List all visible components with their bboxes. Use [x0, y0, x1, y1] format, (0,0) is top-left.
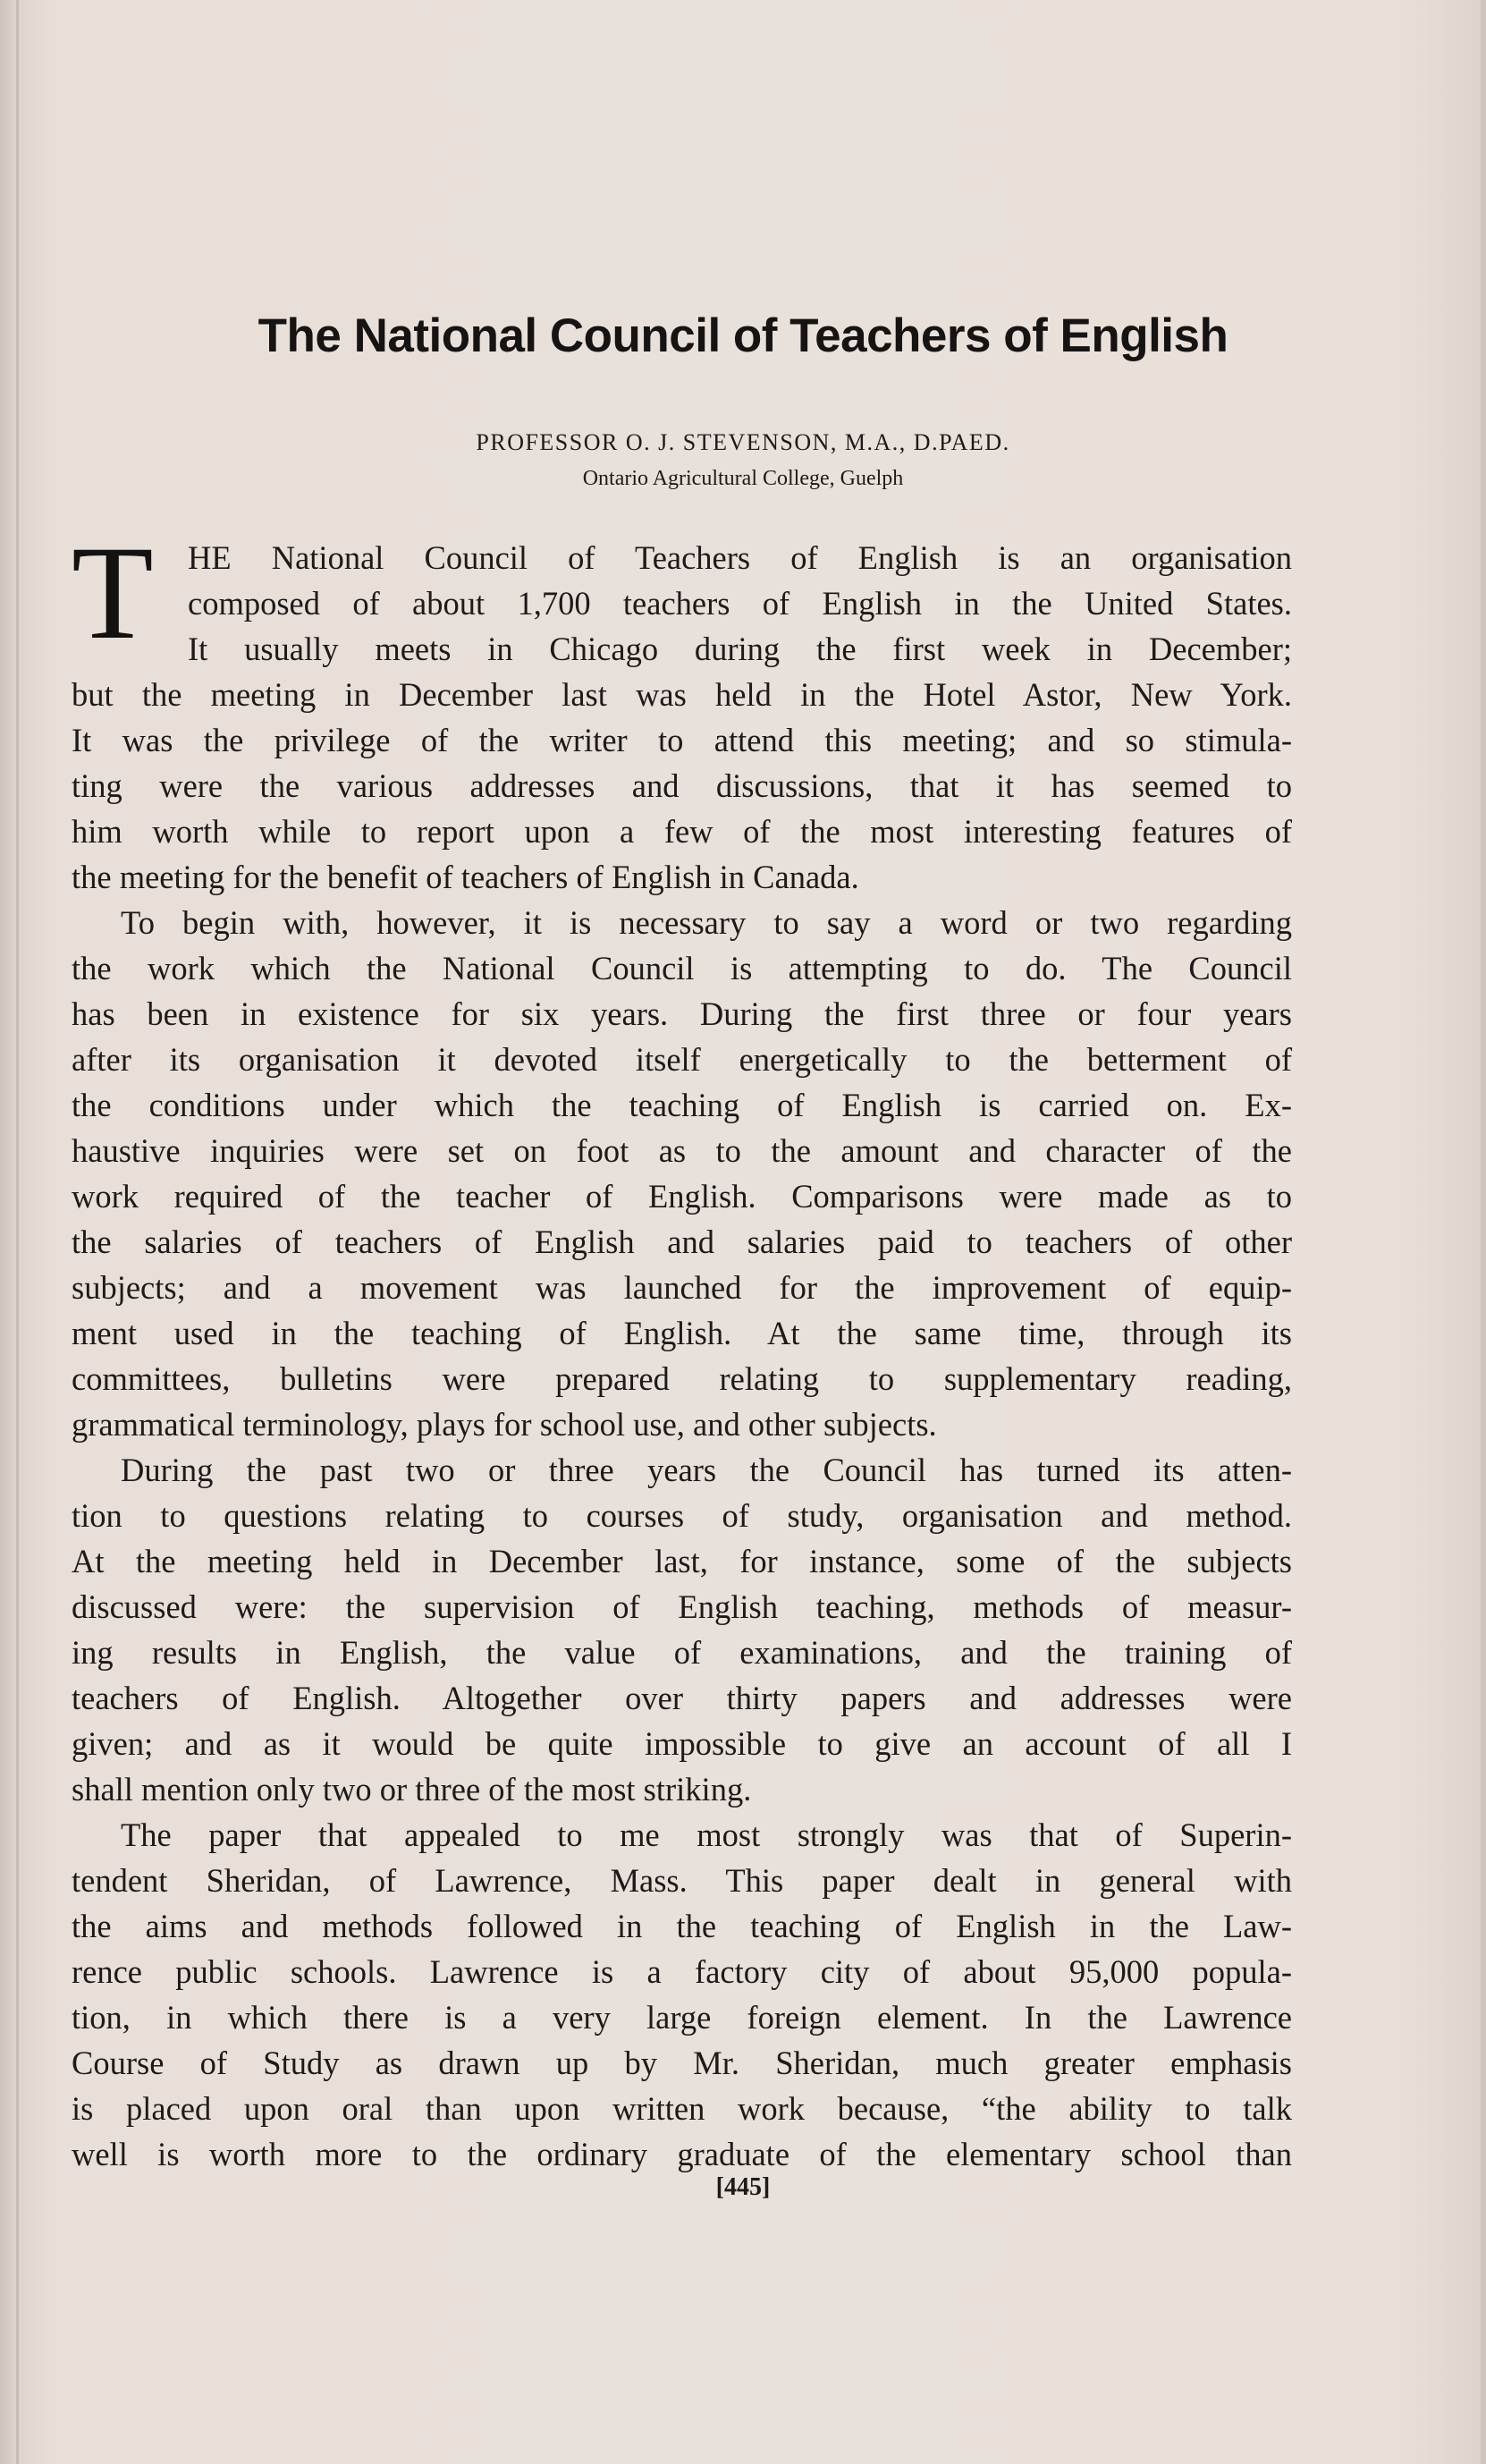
- text-line: subjects; and a movement was launched for the improvement of equip-: [72, 1269, 1292, 1306]
- text-line: HE National Council of Teachers of English is an organisation: [188, 539, 1292, 576]
- text-line: It was the privilege of the writer to attend this meeting; and so stimula-: [72, 722, 1292, 758]
- text-line: after its organisation it devoted itself energetically to the betterment of: [72, 1041, 1292, 1078]
- text-line: shall mention only two or three of the most striking.: [72, 1771, 752, 1808]
- affiliation-line: Ontario Agricultural College, Guelph: [582, 467, 904, 490]
- text-line: tion to questions relating to courses of study, organisation and method.: [72, 1497, 1292, 1534]
- article-body: [72, 519, 1292, 2177]
- text-line: haustive inquiries were set on foot as to the amount and character of the: [72, 1132, 1292, 1169]
- text-line: him worth while to report upon a few of the most interesting features of: [72, 813, 1292, 850]
- text-line: ting were the various addresses and discussions, that it has seemed to: [72, 767, 1292, 804]
- text-line: the meeting for the benefit of teachers of English in Canada.: [72, 859, 859, 895]
- article-title: The National Council of Teachers of English: [258, 309, 1228, 362]
- page-edge: [1481, 0, 1486, 2464]
- text-line: At the meeting held in December last, for instance, some of the subjects: [72, 1543, 1292, 1579]
- text-line: the aims and methods followed in the teaching of English in the Law-: [72, 1908, 1292, 1944]
- text-line: During the past two or three years the Council has turned its atten-: [121, 1452, 1292, 1488]
- text-line: grammatical terminology, plays for school use, and other subjects.: [72, 1406, 937, 1443]
- text-line: but the meeting in December last was held in the Hotel Astor, New York.: [72, 676, 1292, 713]
- text-line: tion, in which there is a very large foreign element. In the Lawrence: [72, 1999, 1292, 2036]
- text-line: the salaries of teachers of English and salaries paid to teachers of other: [72, 1224, 1292, 1260]
- text-line: Course of Study as drawn up by Mr. Sheridan, much greater emphasis: [72, 2045, 1292, 2081]
- binding-gutter: [16, 0, 19, 2464]
- text-line: well is worth more to the ordinary graduate of the elementary school than: [72, 2136, 1292, 2172]
- text-line: the conditions under which the teaching of English is carried on. Ex-: [72, 1087, 1292, 1123]
- text-line: To begin with, however, it is necessary to say a word or two regarding: [121, 904, 1292, 941]
- text-line: has been in existence for six years. During the first three or four years: [72, 995, 1292, 1032]
- text-line: composed of about 1,700 teachers of English in the United States.: [188, 585, 1292, 622]
- text-line: teachers of English. Altogether over thirty papers and addresses were: [72, 1680, 1292, 1716]
- text-line: ing results in English, the value of examinations, and the training of: [72, 1634, 1292, 1671]
- text-line: It usually meets in Chicago during the first week in December;: [188, 631, 1292, 667]
- page-number: [445]: [715, 2173, 771, 2201]
- drop-cap: T: [72, 519, 154, 667]
- text-line: rence public schools. Lawrence is a factory city of about 95,000 popula-: [72, 1953, 1292, 1990]
- text-line: tendent Sheridan, of Lawrence, Mass. This paper dealt in general with: [72, 1862, 1292, 1899]
- text-line: is placed upon oral than upon written work because, “the ability to talk: [72, 2090, 1292, 2127]
- text-line: The paper that appealed to me most strongly was that of Superin-: [121, 1816, 1292, 1853]
- text-line: the work which the National Council is attempting to do. The Council: [72, 950, 1292, 986]
- text-line: given; and as it would be quite impossible to give an account of all I: [72, 1725, 1292, 1762]
- text-line: committees, bulletins were prepared relating to supplementary reading,: [72, 1360, 1292, 1397]
- text-line: ment used in the teaching of English. At the same time, through its: [72, 1315, 1292, 1351]
- text-line: discussed were: the supervision of English teaching, methods of measur-: [72, 1588, 1292, 1625]
- text-line: work required of the teacher of English. Comparisons were made as to: [72, 1178, 1292, 1215]
- author-line: PROFESSOR O. J. STEVENSON, M.A., D.PAED.: [476, 429, 1010, 455]
